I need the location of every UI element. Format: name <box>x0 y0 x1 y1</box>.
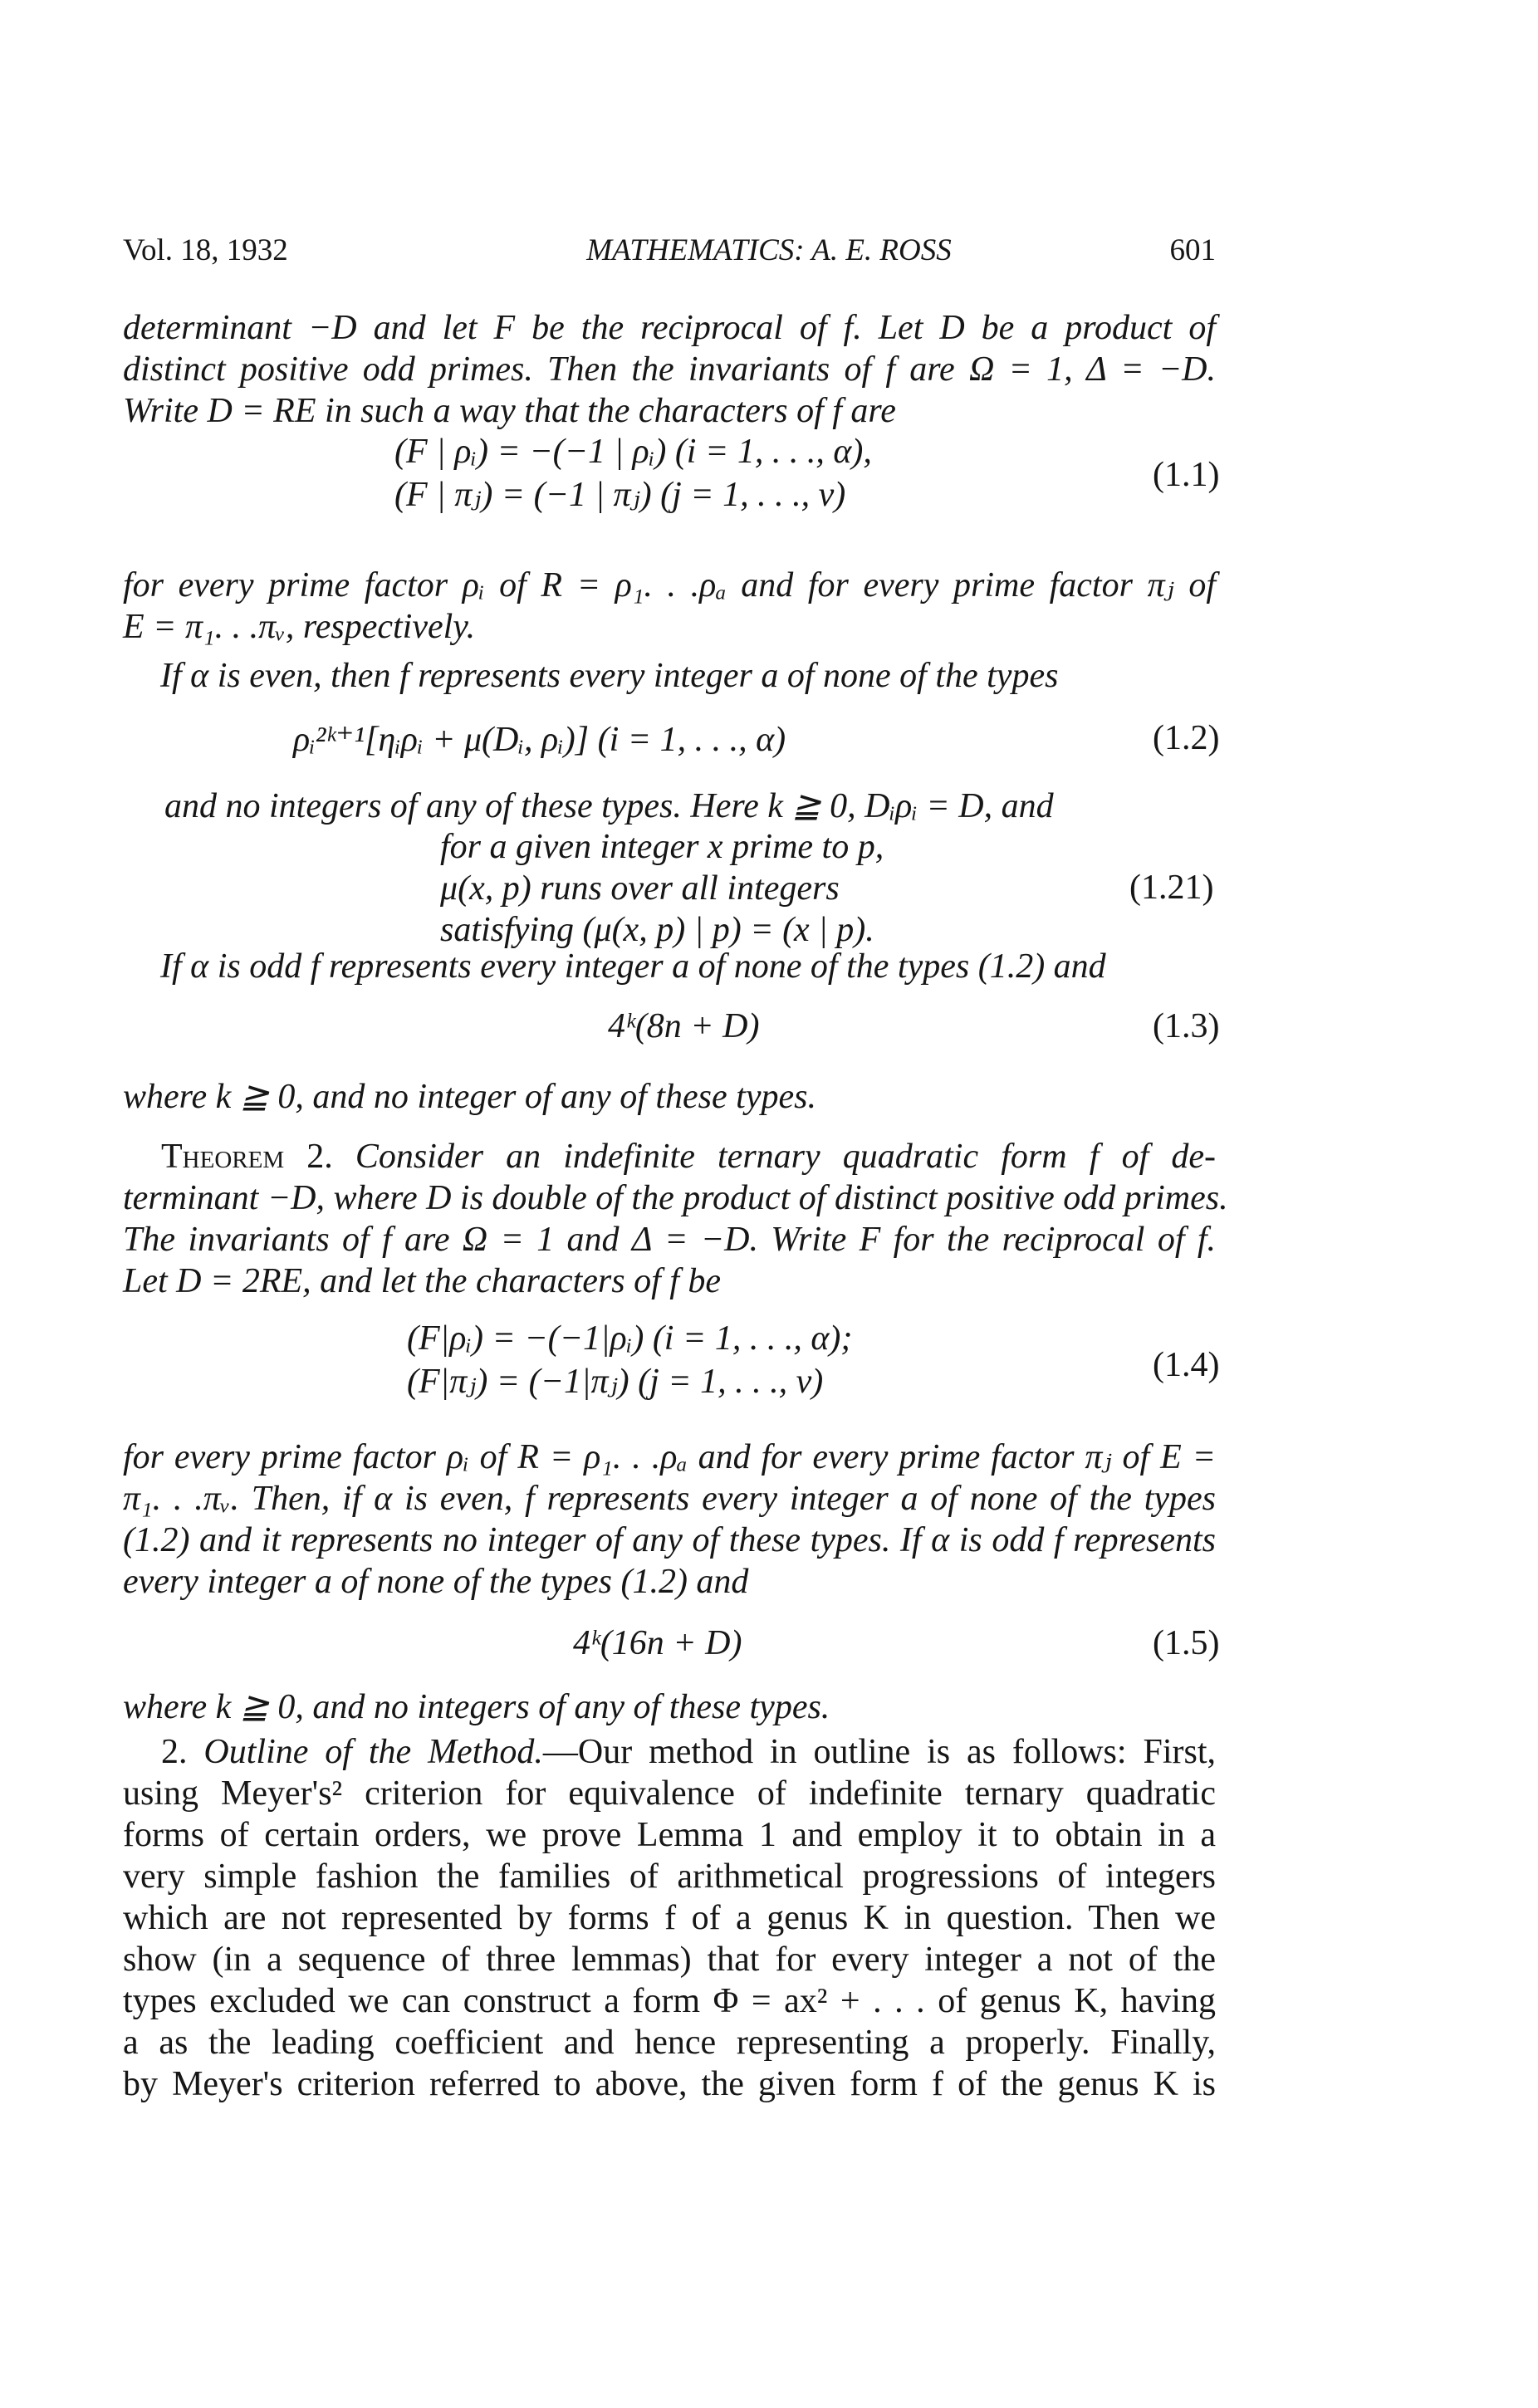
k-condition: where k ≧ 0, and no integer of any of these types. <box>123 1078 816 1116</box>
section-number: 2. <box>161 1733 188 1771</box>
page-number: 601 <box>1169 233 1216 267</box>
theorem-1-continuation <box>123 307 1216 432</box>
theorem-2-conclusion <box>123 1436 1216 1603</box>
case-alpha-odd: If α is odd f represents every integer a of none of the types (1.2) and <box>160 947 1106 986</box>
text-line: for every prime factor ρᵢ of R = ρ₁. . .ρₐ and for every prime factor πⱼ of <box>123 566 1216 604</box>
equation-1-1-line-2: (F | πⱼ) = (−1 | πⱼ) (j = 1, . . ., v) <box>394 476 846 514</box>
equation-number: (1.1) <box>1153 456 1220 494</box>
section-title: Outline of the Method. <box>203 1733 543 1771</box>
equation-number: (1.5) <box>1153 1624 1220 1662</box>
text-line: types excluded we can construct a form Φ = ax² + . . . of genus K, having <box>123 1982 1216 2020</box>
equation-number: (1.2) <box>1153 719 1220 757</box>
text-line: The invariants of f are Ω = 1 and Δ = −D. Write F for the reciprocal of f. <box>123 1221 1216 1259</box>
text-line: very simple fashion the families of arithmetical progressions of integers <box>123 1857 1216 1896</box>
text-line: Write D = RE in such a way that the characters of f are <box>123 392 896 430</box>
text-line: terminant −D, where D is double of the product of distinct positive odd primes. <box>123 1179 1228 1217</box>
text-line: (1.2) and it represents no integer of any of these types. If α is odd f represents <box>123 1521 1216 1559</box>
no-integers-statement: and no integers of any of these types. Here k ≧ 0, Dᵢρᵢ = D, and <box>164 787 1054 825</box>
text-line: μ(x, p) runs over all integers <box>440 869 840 908</box>
text-line: E = π₁. . .πᵥ, respectively. <box>123 608 476 646</box>
prime-factor-statement <box>123 565 1216 648</box>
equation-number: (1.4) <box>1153 1346 1220 1384</box>
equation-number: (1.21) <box>1129 869 1214 907</box>
theorem-number: 2. <box>306 1138 333 1176</box>
equation-1-4-line-2: (F|πⱼ) = (−1|πⱼ) (j = 1, . . ., v) <box>407 1363 824 1401</box>
text-line: satisfying (μ(x, p) | p) = (x | p). <box>440 911 874 949</box>
theorem-label: Theorem <box>161 1138 285 1176</box>
mu-condition-block <box>440 826 884 951</box>
text-line: Theorem 2. Consider an indefinite ternary quadratic form f of de- <box>161 1138 1217 1176</box>
text-line: which are not represented by forms f of a genus K in question. Then we <box>123 1899 1216 1937</box>
k-condition: where k ≧ 0, and no integers of any of these types. <box>123 1688 830 1726</box>
equation-1-5: 4ᵏ(16n + D) <box>573 1624 742 1662</box>
text-line: determinant −D and let F be the reciprocal of f. Let D be a product of <box>123 309 1216 347</box>
equation-1-2: ρᵢ²ᵏ⁺¹[ηᵢρᵢ + μ(Dᵢ, ρᵢ)] (i = 1, . . ., α) <box>293 721 786 759</box>
text-line: forms of certain orders, we prove Lemma 1 and employ it to obtain in a <box>123 1816 1216 1854</box>
volume-year: Vol. 18, 1932 <box>123 233 288 267</box>
text-line: every integer a of none of the types (1.2) and <box>123 1563 749 1601</box>
text-line: for every prime factor ρᵢ of R = ρ₁. . .ρₐ and for every prime factor πⱼ of E = <box>123 1438 1216 1476</box>
equation-1-4-line-1: (F|ρᵢ) = −(−1|ρᵢ) (i = 1, . . ., α); <box>407 1319 853 1358</box>
equation-number: (1.3) <box>1153 1007 1220 1045</box>
text-line: distinct positive odd primes. Then the invariants of f are Ω = 1, Δ = −D. <box>123 350 1216 389</box>
text-line: using Meyer's² criterion for equivalence of indefinite ternary quadratic <box>123 1774 1216 1813</box>
running-title: MATHEMATICS: A. E. ROSS <box>586 233 952 267</box>
text-line: show (in a sequence of three lemmas) that for every integer a not of the <box>123 1941 1216 1979</box>
equation-1-3: 4ᵏ(8n + D) <box>608 1007 760 1045</box>
text-line: by Meyer's criterion referred to above, the given form f of the genus K is <box>123 2065 1216 2103</box>
text-line: 2. Outline of the Method.—Our method in outline is as follows: First, <box>161 1733 1216 1771</box>
section-2-outline <box>123 1731 1216 2105</box>
text-line: a as the leading coefficient and hence representing a properly. Finally, <box>123 2024 1216 2062</box>
text-line: for a given integer x prime to p, <box>440 828 884 866</box>
theorem-2 <box>123 1136 1228 1302</box>
case-alpha-even: If α is even, then f represents every integer a of none of the types <box>160 657 1059 695</box>
equation-1-1-line-1: (F | ρᵢ) = −(−1 | ρᵢ) (i = 1, . . ., α), <box>394 433 872 471</box>
text-line: Let D = 2RE, and let the characters of f be <box>123 1262 722 1300</box>
text-line: π₁. . .πᵥ. Then, if α is even, f represents every integer a of none of the types <box>123 1480 1216 1518</box>
